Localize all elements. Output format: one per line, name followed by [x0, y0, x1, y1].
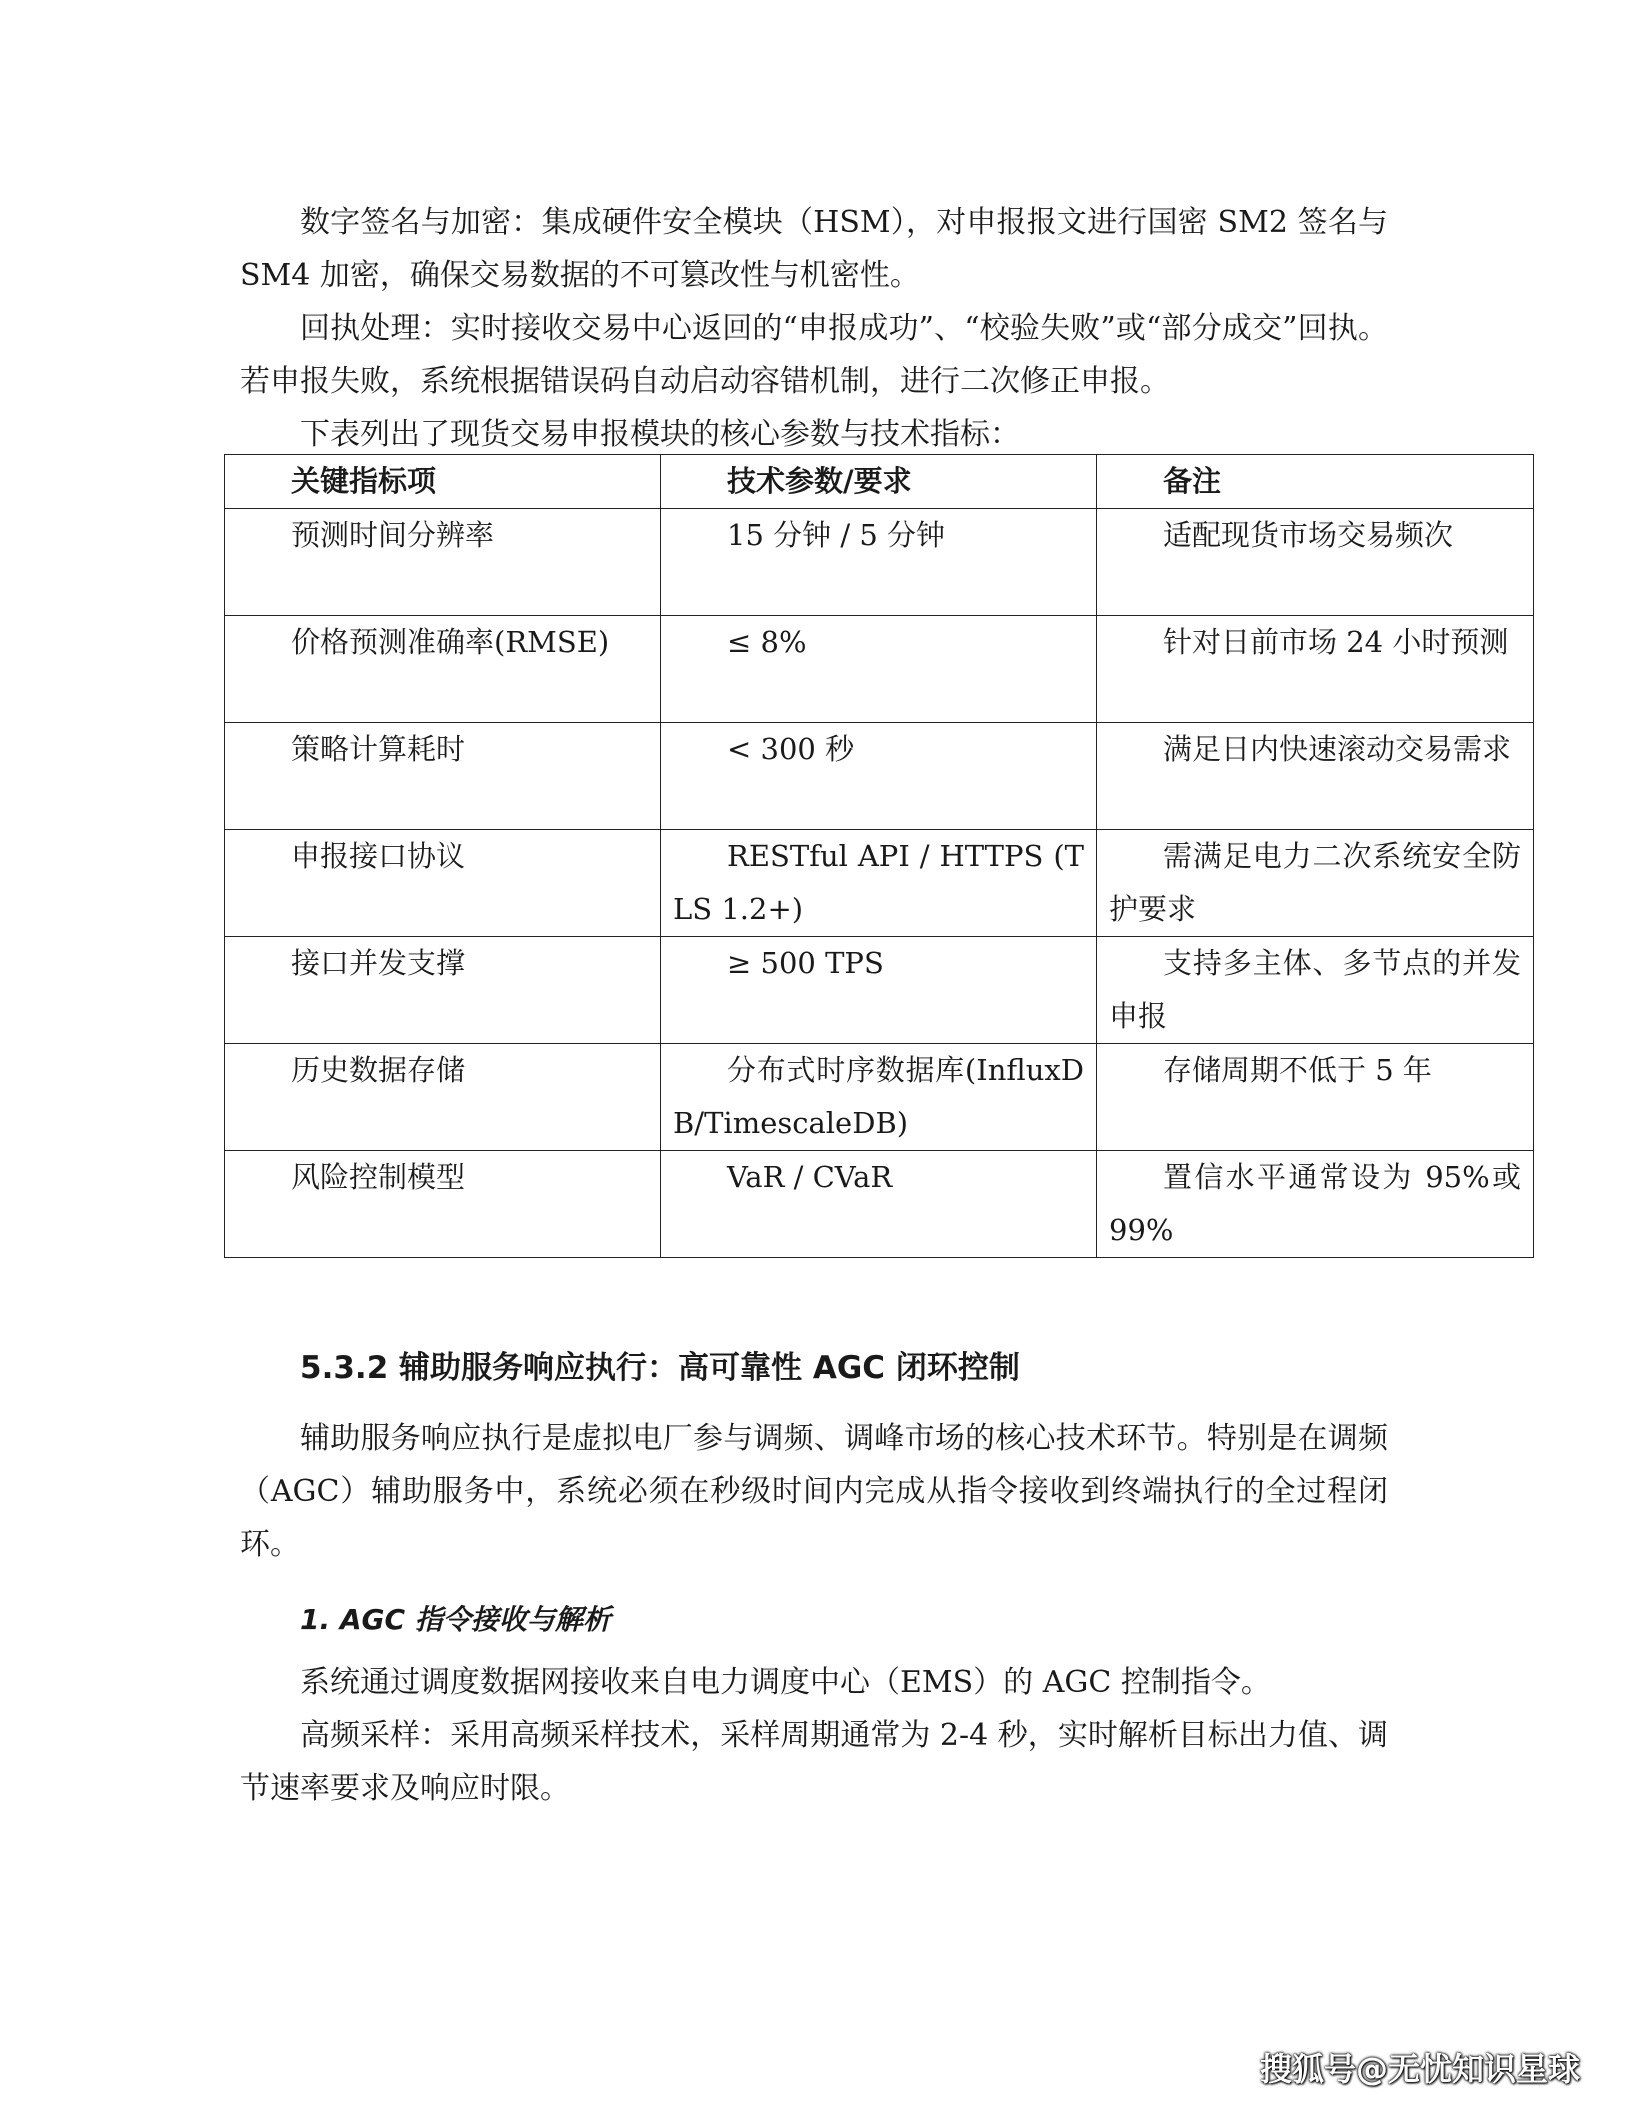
table-cell: 历史数据存储: [291, 1053, 466, 1087]
table-row: [225, 1151, 1534, 1258]
table-cell: 申报接口协议: [291, 839, 466, 873]
table-row: [225, 509, 1534, 616]
table-cell: 预测时间分辨率: [291, 518, 495, 552]
parameters-table: [224, 454, 1534, 1258]
table-cell: RESTful API / HTTPS (TLS 1.2+): [673, 839, 1084, 926]
table-cell: 分布式时序数据库(InfluxDB/TimescaleDB): [673, 1053, 1084, 1140]
table-row: [225, 723, 1534, 830]
table-cell: 风险控制模型: [291, 1160, 466, 1194]
table-cell: 需满足电力二次系统安全防护要求: [1109, 839, 1521, 926]
paragraph-digital-signature: 数字签名与加密：集成硬件安全模块（HSM），对申报报文进行国密 SM2 签名与 SM4 加密，确保交易数据的不可篡改性与机密性。: [240, 205, 1388, 293]
table-cell: 接口并发支撑: [291, 946, 466, 980]
table-header-cell: 备注: [1097, 455, 1534, 509]
table-cell: 价格预测准确率(RMSE): [291, 625, 610, 659]
paragraph-ancillary-service: 辅助服务响应执行是虚拟电厂参与调频、调峰市场的核心技术环节。特别是在调频（AGC）辅助服务中，系统必须在秒级时间内完成从指令接收到终端执行的全过程闭环。: [240, 1421, 1388, 1562]
table-row: [225, 1044, 1534, 1151]
table-cell: 存储周期不低于 5 年: [1163, 1053, 1432, 1087]
table-cell: 置信水平通常设为 95%或 99%: [1109, 1160, 1521, 1247]
table-cell: ≥ 500 TPS: [727, 946, 884, 980]
paragraph-high-frequency-sampling: 高频采样：采用高频采样技术，采样周期通常为 2-4 秒，实时解析目标出力值、调节速率要求及响应时限。: [240, 1718, 1388, 1806]
paragraph-agc-receive: 系统通过调度数据网接收来自电力调度中心（EMS）的 AGC 控制指令。: [300, 1665, 1271, 1700]
table-cell: 适配现货市场交易频次: [1163, 518, 1454, 552]
table-cell: VaR / CVaR: [727, 1160, 893, 1194]
table-cell: 支持多主体、多节点的并发申报: [1109, 946, 1521, 1033]
table-header-row: [225, 455, 1534, 509]
table-cell: 15 分钟 / 5 分钟: [727, 518, 945, 552]
table-row: [225, 937, 1534, 1044]
table-row: [225, 616, 1534, 723]
section-heading: 5.3.2 辅助服务响应执行：高可靠性 AGC 闭环控制: [300, 1350, 1020, 1386]
watermark-text: 搜狐号@无忧知识星球: [1259, 2050, 1580, 2088]
subsection-heading: 1. AGC 指令接收与解析: [300, 1603, 611, 1636]
table-cell: 策略计算耗时: [291, 732, 466, 766]
table-cell: 针对日前市场 24 小时预测: [1163, 625, 1509, 659]
table-header-cell: 关键指标项: [225, 455, 661, 509]
table-cell: < 300 秒: [727, 732, 855, 766]
table-row: [225, 830, 1534, 937]
table-cell: ≤ 8%: [727, 625, 807, 659]
paragraph-receipt-handling: 回执处理：实时接收交易中心返回的“申报成功”、“校验失败”或“部分成交”回执。若申报失败，系统根据错误码自动启动容错机制，进行二次修正申报。: [240, 311, 1388, 399]
table-header-cell: 技术参数/要求: [661, 455, 1097, 509]
table-cell: 满足日内快速滚动交易需求: [1163, 732, 1512, 766]
paragraph-table-intro: 下表列出了现货交易申报模块的核心参数与技术指标：: [300, 417, 1020, 452]
